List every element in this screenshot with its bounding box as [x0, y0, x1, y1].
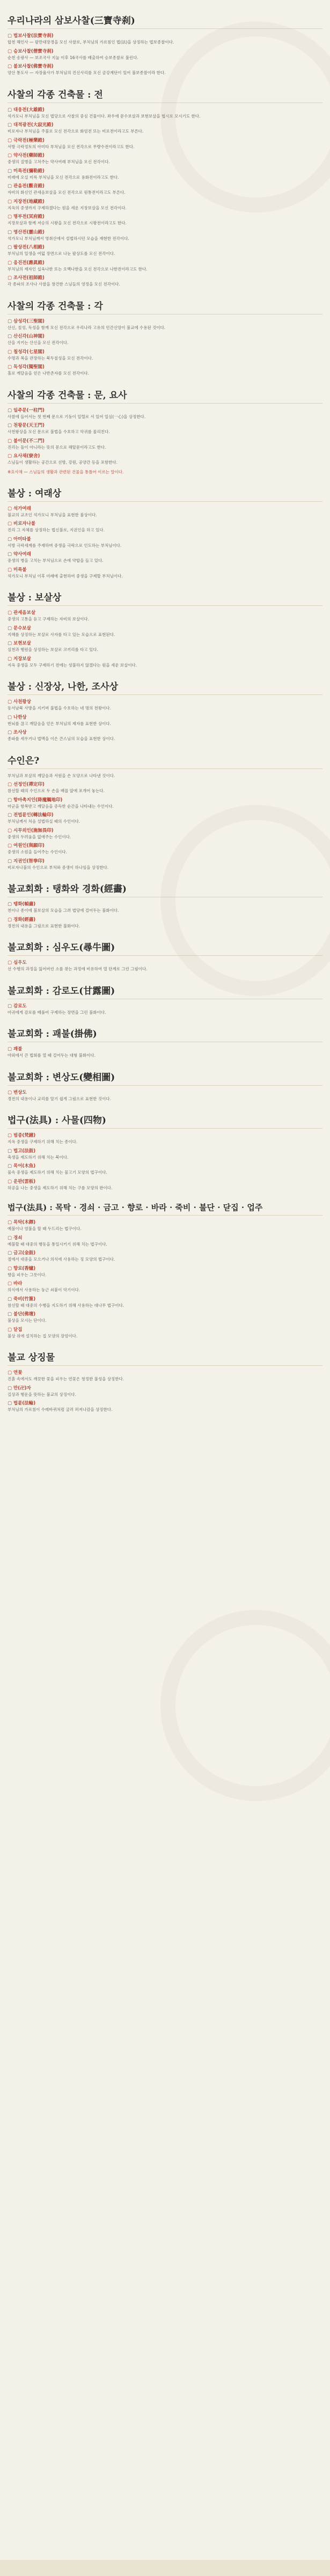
- entry: [8, 1133, 322, 1145]
- entry-title: ▢ 보현보살: [8, 641, 322, 647]
- entry: [8, 1148, 322, 1161]
- entry: [8, 902, 322, 914]
- entry-title: ▢ 팔상전(八相殿): [8, 245, 322, 251]
- entry: [8, 1370, 322, 1382]
- entry: [8, 184, 322, 196]
- section: [8, 387, 322, 475]
- entry-body: 지장보살과 함께 저승의 시왕을 모신 전각으로 시왕전이라고도 한다.: [8, 221, 127, 225]
- entry-title: ▢ 향로(香爐): [8, 1266, 322, 1272]
- entry-body: 스님들이 생활하는 공간으로 선방, 강원, 공양간 등을 포함한다.: [8, 460, 118, 465]
- entry-title: ▢ 법고(法鼓): [8, 1148, 322, 1154]
- entry-body: 축생을 제도하기 위해 치는 북이다.: [8, 1154, 69, 1160]
- entry: [8, 1046, 322, 1059]
- entry-body: 예불이나 염불을 할 때 두드리는 법구이다.: [8, 1226, 82, 1231]
- entry-body: 순천 송광사 — 보조국사 지눌 이후 16국사를 배출하여 승보종찰로 불린다.: [8, 55, 138, 60]
- entry-body: 지옥 중생을 구제하기 위해 치는 종이다.: [8, 1139, 78, 1144]
- entry-body: 천이나 종이에 불보살의 모습을 그려 법당에 걸어두는 불화이다.: [8, 908, 119, 913]
- entry-body: 비로자나 부처님을 주불로 모신 전각으로 화엄전 또는 비로전이라고도 부른다.: [8, 129, 144, 134]
- entry-body: 허공을 나는 중생을 제도하기 위해 치는 구름 모양의 판이다.: [8, 1185, 113, 1190]
- entry-body: 종파를 세우거나 법맥을 이은 큰스님의 모습을 표현한 상이다.: [8, 736, 115, 741]
- entry: [8, 64, 322, 76]
- entry: [8, 656, 322, 669]
- entry: [8, 813, 322, 825]
- entry-body: 향을 피우는 그릇이다.: [8, 1272, 47, 1277]
- entry: [8, 349, 322, 362]
- entry-title: ▢ 나한상: [8, 715, 322, 721]
- entry-title: ▢ 조사상: [8, 730, 322, 736]
- section-title: 사찰의 각종 건축물 : 문, 요사: [8, 387, 322, 404]
- entry-body: 부처님의 제자인 십육나한 또는 오백나한을 모신 전각으로 나한전이라고도 한다.: [8, 266, 148, 272]
- entry: [8, 334, 322, 346]
- entry-title: ▢ 법륜(法輪): [8, 1401, 322, 1407]
- section: [8, 1350, 322, 1413]
- entry-title: ▢ 여원인(與願印): [8, 843, 322, 849]
- section: [8, 13, 322, 76]
- entry-body: 불상을 모시는 단이다.: [8, 1318, 47, 1323]
- entry-body: 중생의 질병을 고쳐주는 약사여래 부처님을 모신 전각이다.: [8, 159, 110, 164]
- entry-title: ▢ 범종(梵鐘): [8, 1133, 322, 1139]
- entry-body: 사찰에 들어서는 첫 번째 문으로 기둥이 일렬로 서 있어 일심(一心)을 상징한다.: [8, 414, 146, 419]
- entry-body: 중생의 병을 고치는 부처님으로 손에 약합을 들고 있다.: [8, 558, 104, 563]
- section: [8, 1070, 322, 1102]
- section-title: 사찰의 각종 건축물 : 각: [8, 298, 322, 314]
- entry-body: 길상과 행운을 뜻하는 불교의 상징이다.: [8, 1392, 76, 1397]
- entry-body: 양산 통도사 — 자장율사가 부처님의 진신사리를 모신 금강계단이 있어 불보종찰이라 한다.: [8, 70, 166, 75]
- entry: [8, 1266, 322, 1278]
- entry-title: ▢ 법보사찰(法寶寺刹): [8, 33, 322, 39]
- entry: [8, 567, 322, 580]
- entry: [8, 49, 322, 61]
- entry-title: ▢ 괘불: [8, 1046, 322, 1052]
- entry-title: ▢ 전법륜인(轉法輪印): [8, 813, 322, 818]
- entry-body: 불상 위에 설치하는 집 모양의 장엄이다.: [8, 1333, 78, 1338]
- entry: [8, 275, 322, 288]
- entry-body: 참선할 때의 수인으로 두 손을 배꼽 앞에 포개어 놓는다.: [8, 788, 105, 793]
- section: [8, 298, 322, 377]
- entry-title: ▢ 목어(木魚): [8, 1163, 322, 1169]
- entry: [8, 319, 322, 331]
- entry: [8, 1090, 322, 1102]
- entry-body: 합천 해인사 — 팔만대장경을 모신 사찰로, 부처님의 가르침인 법(法)을 상징하는 법보종찰이다.: [8, 40, 174, 45]
- entry-title: ▢ 경쇠: [8, 1235, 322, 1241]
- entry: [8, 364, 322, 377]
- entry-title: ▢ 비로자나불: [8, 521, 322, 527]
- entry-title: ▢ 목탁(木鐸): [8, 1220, 322, 1226]
- entry: [8, 260, 322, 273]
- entry-title: ▢ 불이문(不二門): [8, 438, 322, 444]
- entry-body: 서방 극락세계를 주재하며 중생을 극락으로 인도하는 부처님이다.: [8, 543, 122, 548]
- entry-title: ▢ 불보사찰(佛寶寺刹): [8, 64, 322, 70]
- entry: [8, 1297, 322, 1309]
- entry-title: ▢ 지장보살: [8, 656, 322, 662]
- entry-body: 진리는 둘이 아니라는 뜻의 문으로 해탈문이라고도 한다.: [8, 444, 106, 450]
- watermark-circle-decoration: [160, 1610, 330, 1801]
- section-title: 법구(法具) : 사물(四物): [8, 1113, 322, 1129]
- entry-title: ▢ 금고(金鼓): [8, 1250, 322, 1256]
- entry-title: ▢ 조사전(祖師殿): [8, 275, 322, 281]
- entry-title: ▢ 승보사찰(僧寶寺刹): [8, 49, 322, 55]
- section: [8, 940, 322, 972]
- entry: [8, 1327, 322, 1340]
- entry-title: ▢ 죽비(竹篦): [8, 1297, 322, 1302]
- section-title: 불교회화 : 변상도(變相圖): [8, 1070, 322, 1086]
- entry-title: ▢ 만(卍)자: [8, 1386, 322, 1392]
- entry-title: ▢ 운판(雲板): [8, 1179, 322, 1185]
- entry: [8, 1250, 322, 1263]
- entry-body: 서방 극락정토의 아미타 부처님을 모신 전각으로 무량수전이라고도 한다.: [8, 144, 135, 149]
- entry-title: ▢ 산신각(山神閣): [8, 334, 322, 340]
- entry: [8, 1401, 322, 1413]
- entry-body: 진리 그 자체를 상징하는 법신불로, 지권인을 하고 있다.: [8, 528, 105, 532]
- entry-title: ▢ 경화(經畵): [8, 917, 322, 923]
- entry-body: 각 종파의 조사나 사찰을 창건한 스님들의 영정을 모신 전각이다.: [8, 282, 120, 287]
- entry-body: 자비의 화신인 관세음보살을 모신 전각으로 원통전이라고도 부른다.: [8, 190, 126, 195]
- entry-body: 경전의 내용이나 교리를 알기 쉽게 그림으로 표현한 것이다.: [8, 1096, 111, 1101]
- entry-body: 석가모니 부처님을 모신 법당으로 사찰의 중심 건물이다. 좌우에 문수보살과 보현보살을 협시로 모시기도 한다.: [8, 113, 201, 119]
- section-intro: 부처님과 보살의 깨달음과 서원을 손 모양으로 나타낸 것이다.: [8, 773, 115, 778]
- entry-title: ▢ 선정인(禪定印): [8, 782, 322, 788]
- entry: [8, 453, 322, 466]
- entry: [8, 245, 322, 257]
- entry: [8, 610, 322, 623]
- entry-body: 사천왕상을 모신 문으로 불법을 수호하고 악귀를 물리친다.: [8, 429, 110, 434]
- entry-title: ▢ 심우도: [8, 960, 322, 966]
- entry-body: 참선할 때 대중의 수행을 지도하기 위해 사용하는 대나무 법구이다.: [8, 1302, 124, 1308]
- entry: [8, 797, 322, 810]
- entry-body: 실천과 행원을 상징하는 보살로 코끼리를 타고 있다.: [8, 647, 98, 652]
- entry-title: ▢ 미륵전(彌勒殿): [8, 169, 322, 174]
- entry: [8, 1235, 322, 1248]
- entry-title: ▢ 불단(佛壇): [8, 1312, 322, 1318]
- entry: [8, 438, 322, 451]
- section-title: 불교회화 : 탱화와 경화(經畵): [8, 881, 322, 897]
- entry-body: 절에서 대중을 모으거나 의식에 사용하는 징 모양의 법구이다.: [8, 1257, 115, 1262]
- section-title: 불교회화 : 감로도(甘露圖): [8, 983, 322, 999]
- entry-title: ▢ 대웅전(大雄殿): [8, 107, 322, 113]
- entry-title: ▢ 칠성각(七星閣): [8, 349, 322, 355]
- entry-title: ▢ 닫집: [8, 1327, 322, 1333]
- entry-title: ▢ 응진전(應眞殿): [8, 260, 322, 266]
- entry-title: ▢ 연꽃: [8, 1370, 322, 1376]
- section-title: 불교회화 : 괘불(掛佛): [8, 1026, 322, 1042]
- entry: [8, 782, 322, 794]
- entry: [8, 33, 322, 46]
- entry: [8, 715, 322, 727]
- section-title: 수인은?: [8, 753, 322, 769]
- entry-title: ▢ 탱화(幀畵): [8, 902, 322, 908]
- section-note: ※요사채 — 스님들의 생활과 관련된 건물을 통틀어 이르는 말이다.: [8, 469, 124, 474]
- section: [8, 679, 322, 742]
- entry: [8, 699, 322, 712]
- entry: [8, 828, 322, 840]
- entry: [8, 917, 322, 930]
- section-title: 불교 상징물: [8, 1350, 322, 1366]
- section: [8, 590, 322, 668]
- entry-title: ▢ 지장전(地藏殿): [8, 199, 322, 205]
- entry-title: ▢ 바라: [8, 1281, 322, 1287]
- entry: [8, 169, 322, 181]
- entry-title: ▢ 천왕문(天王門): [8, 423, 322, 429]
- entry: [8, 552, 322, 564]
- entry: [8, 122, 322, 135]
- entry-body: 물속 중생을 제도하기 위해 치는 물고기 모양의 법구이다.: [8, 1170, 107, 1175]
- entry-body: 의식에서 사용하는 둥근 쇠붙이 악기이다.: [8, 1287, 80, 1292]
- entry: [8, 1281, 322, 1293]
- entry-body: 중생의 소원을 들어주는 수인이다.: [8, 850, 67, 854]
- entry-title: ▢ 대적광전(大寂光殿): [8, 122, 322, 128]
- entry: [8, 1312, 322, 1324]
- section-title: 사찰의 각종 건축물 : 전: [8, 87, 322, 103]
- entry-title: ▢ 극락전(極樂殿): [8, 138, 322, 144]
- entry: [8, 730, 322, 742]
- entry-body: 진흙 속에서도 깨끗한 꽃을 피우는 연꽃은 청정한 불성을 상징한다.: [8, 1377, 124, 1381]
- entry: [8, 1004, 322, 1016]
- entry-title: ▢ 삼성각(三聖閣): [8, 319, 322, 325]
- entry-body: 지옥 중생을 모두 구제하기 전에는 성불하지 않겠다는 원을 세운 보살이다.: [8, 662, 137, 668]
- entry-body: 선 수행의 과정을 잃어버린 소를 찾는 과정에 비유하여 열 단계로 그린 그림이다.: [8, 967, 148, 971]
- entry-title: ▢ 약사여래: [8, 552, 322, 558]
- entry: [8, 859, 322, 871]
- entry-body: 홀로 깨달음을 얻은 나반존자를 모신 전각이다.: [8, 371, 89, 376]
- entry-body: 미래에 오실 미륵 부처님을 모신 전각으로 용화전이라고도 한다.: [8, 174, 119, 180]
- entry-title: ▢ 약사전(藥師殿): [8, 153, 322, 159]
- entry-body: 부처님의 가르침이 수레바퀴처럼 굴러 퍼져나감을 상징한다.: [8, 1407, 113, 1412]
- entry-body: 경전의 내용을 그림으로 표현한 불화이다.: [8, 923, 80, 928]
- entry-title: ▢ 사천왕상: [8, 699, 322, 705]
- entry-body: 중생의 고통을 듣고 구제하는 자비의 보살이다.: [8, 617, 89, 621]
- entry-title: ▢ 변상도: [8, 1090, 322, 1096]
- section: [8, 1202, 322, 1339]
- entry-body: 부처님의 일생을 여덟 장면으로 나눈 팔상도를 모신 전각이다.: [8, 251, 115, 256]
- section: [8, 1113, 322, 1191]
- entry-title: ▢ 미륵불: [8, 567, 322, 573]
- section: [8, 983, 322, 1016]
- section-title: 법구(法具) : 목탁 · 경쇠 · 금고 · 향로 · 바라 · 죽비 · 불단 · 닫집 · 업주: [8, 1202, 322, 1216]
- entry: [8, 107, 322, 120]
- entry: [8, 230, 322, 242]
- section: [8, 486, 322, 580]
- entry: [8, 537, 322, 549]
- entry: [8, 199, 322, 211]
- entry: [8, 1163, 322, 1176]
- section: [8, 881, 322, 929]
- entry-title: ▢ 석가여래: [8, 506, 322, 512]
- entry-body: 지옥의 중생까지 구제하겠다는 원을 세운 지장보살을 모신 전각이다.: [8, 205, 127, 210]
- entry: [8, 1386, 322, 1398]
- section-title: 불상 : 보살상: [8, 590, 322, 606]
- entry: [8, 641, 322, 653]
- entry-title: ▢ 시무외인(施無畏印): [8, 828, 322, 834]
- section: [8, 753, 322, 871]
- entry-body: 야외에서 큰 법회를 열 때 걸어두는 대형 불화이다.: [8, 1053, 96, 1058]
- section-title: 불상 : 신장상, 나한, 조사상: [8, 679, 322, 695]
- entry-body: 산신, 칠성, 독성을 함께 모신 전각으로 우리나라 고유의 민간신앙이 불교에 수용된 것이다.: [8, 325, 166, 330]
- entry-body: 석가모니 부처님께서 영취산에서 설법하시던 모습을 재현한 전각이다.: [8, 236, 129, 241]
- entry-body: 예불할 때 대중의 행동을 통일시키기 위해 치는 법구이다.: [8, 1241, 107, 1247]
- entry-title: ▢ 지권인(智拳印): [8, 859, 322, 865]
- entry: [8, 214, 322, 226]
- section-title: 불상 : 여래상: [8, 486, 322, 502]
- entry: [8, 408, 322, 420]
- entry-title: ▢ 명부전(冥府殿): [8, 214, 322, 220]
- entry-title: ▢ 독성각(獨聖閣): [8, 364, 322, 370]
- entry-title: ▢ 감로도: [8, 1004, 322, 1009]
- entry: [8, 423, 322, 435]
- entry-body: 석가모니 부처님 이후 미래에 출현하여 중생을 구제할 부처님이다.: [8, 573, 123, 579]
- entry: [8, 960, 322, 972]
- entry: [8, 506, 322, 518]
- entry-title: ▢ 아미타불: [8, 537, 322, 543]
- section: [8, 87, 322, 288]
- entry-body: 지혜를 상징하는 보살로 사자를 타고 있는 모습으로 표현된다.: [8, 632, 115, 637]
- entry-body: 산을 지키는 산신을 모신 전각이다.: [8, 340, 69, 345]
- entry-body: 수명과 복을 관장하는 북두칠성을 모신 전각이다.: [8, 355, 93, 361]
- section-title: 우리나라의 삼보사찰(三寶寺刹): [8, 13, 322, 29]
- entry: [8, 138, 322, 150]
- entry-title: ▢ 일주문(一柱門): [8, 408, 322, 414]
- entry-body: 동서남북 사방을 지키며 불법을 수호하는 네 명의 천왕이다.: [8, 706, 111, 711]
- entry-body: 불교의 교조인 석가모니 부처님을 표현한 불상이다.: [8, 512, 97, 517]
- entry-body: 중생의 두려움을 없애주는 수인이다.: [8, 834, 71, 839]
- entry: [8, 626, 322, 638]
- entry: [8, 1220, 322, 1232]
- entry-title: ▢ 문수보살: [8, 626, 322, 632]
- entry-title: ▢ 영산전(靈山殿): [8, 230, 322, 236]
- content: [8, 13, 322, 1413]
- entry-body: 부처님께서 처음 설법하실 때의 수인이다.: [8, 819, 80, 824]
- entry-body: 번뇌를 끊고 깨달음을 얻은 부처님의 제자를 표현한 상이다.: [8, 721, 111, 726]
- entry-title: ▢ 관음전(觀音殿): [8, 184, 322, 189]
- entry-title: ▢ 관세음보살: [8, 610, 322, 616]
- section-title: 불교회화 : 심우도(尋牛圖): [8, 940, 322, 956]
- entry: [8, 843, 322, 855]
- entry: [8, 521, 322, 533]
- footer-bar: [0, 2560, 330, 2576]
- entry: [8, 153, 322, 165]
- entry-body: 마군을 항복받고 깨달음을 증득한 순간을 나타내는 수인이다.: [8, 803, 114, 809]
- entry-body: 아귀에게 감로를 베풀어 구제하는 장면을 그린 불화이다.: [8, 1009, 106, 1015]
- entry-body: 비로자나불의 수인으로 부처와 중생이 하나임을 상징한다.: [8, 865, 109, 870]
- entry: [8, 1179, 322, 1191]
- section: [8, 1026, 322, 1059]
- entry-title: ▢ 항마촉지인(降魔觸地印): [8, 797, 322, 803]
- entry-title: ▢ 요사채(寮舍): [8, 453, 322, 459]
